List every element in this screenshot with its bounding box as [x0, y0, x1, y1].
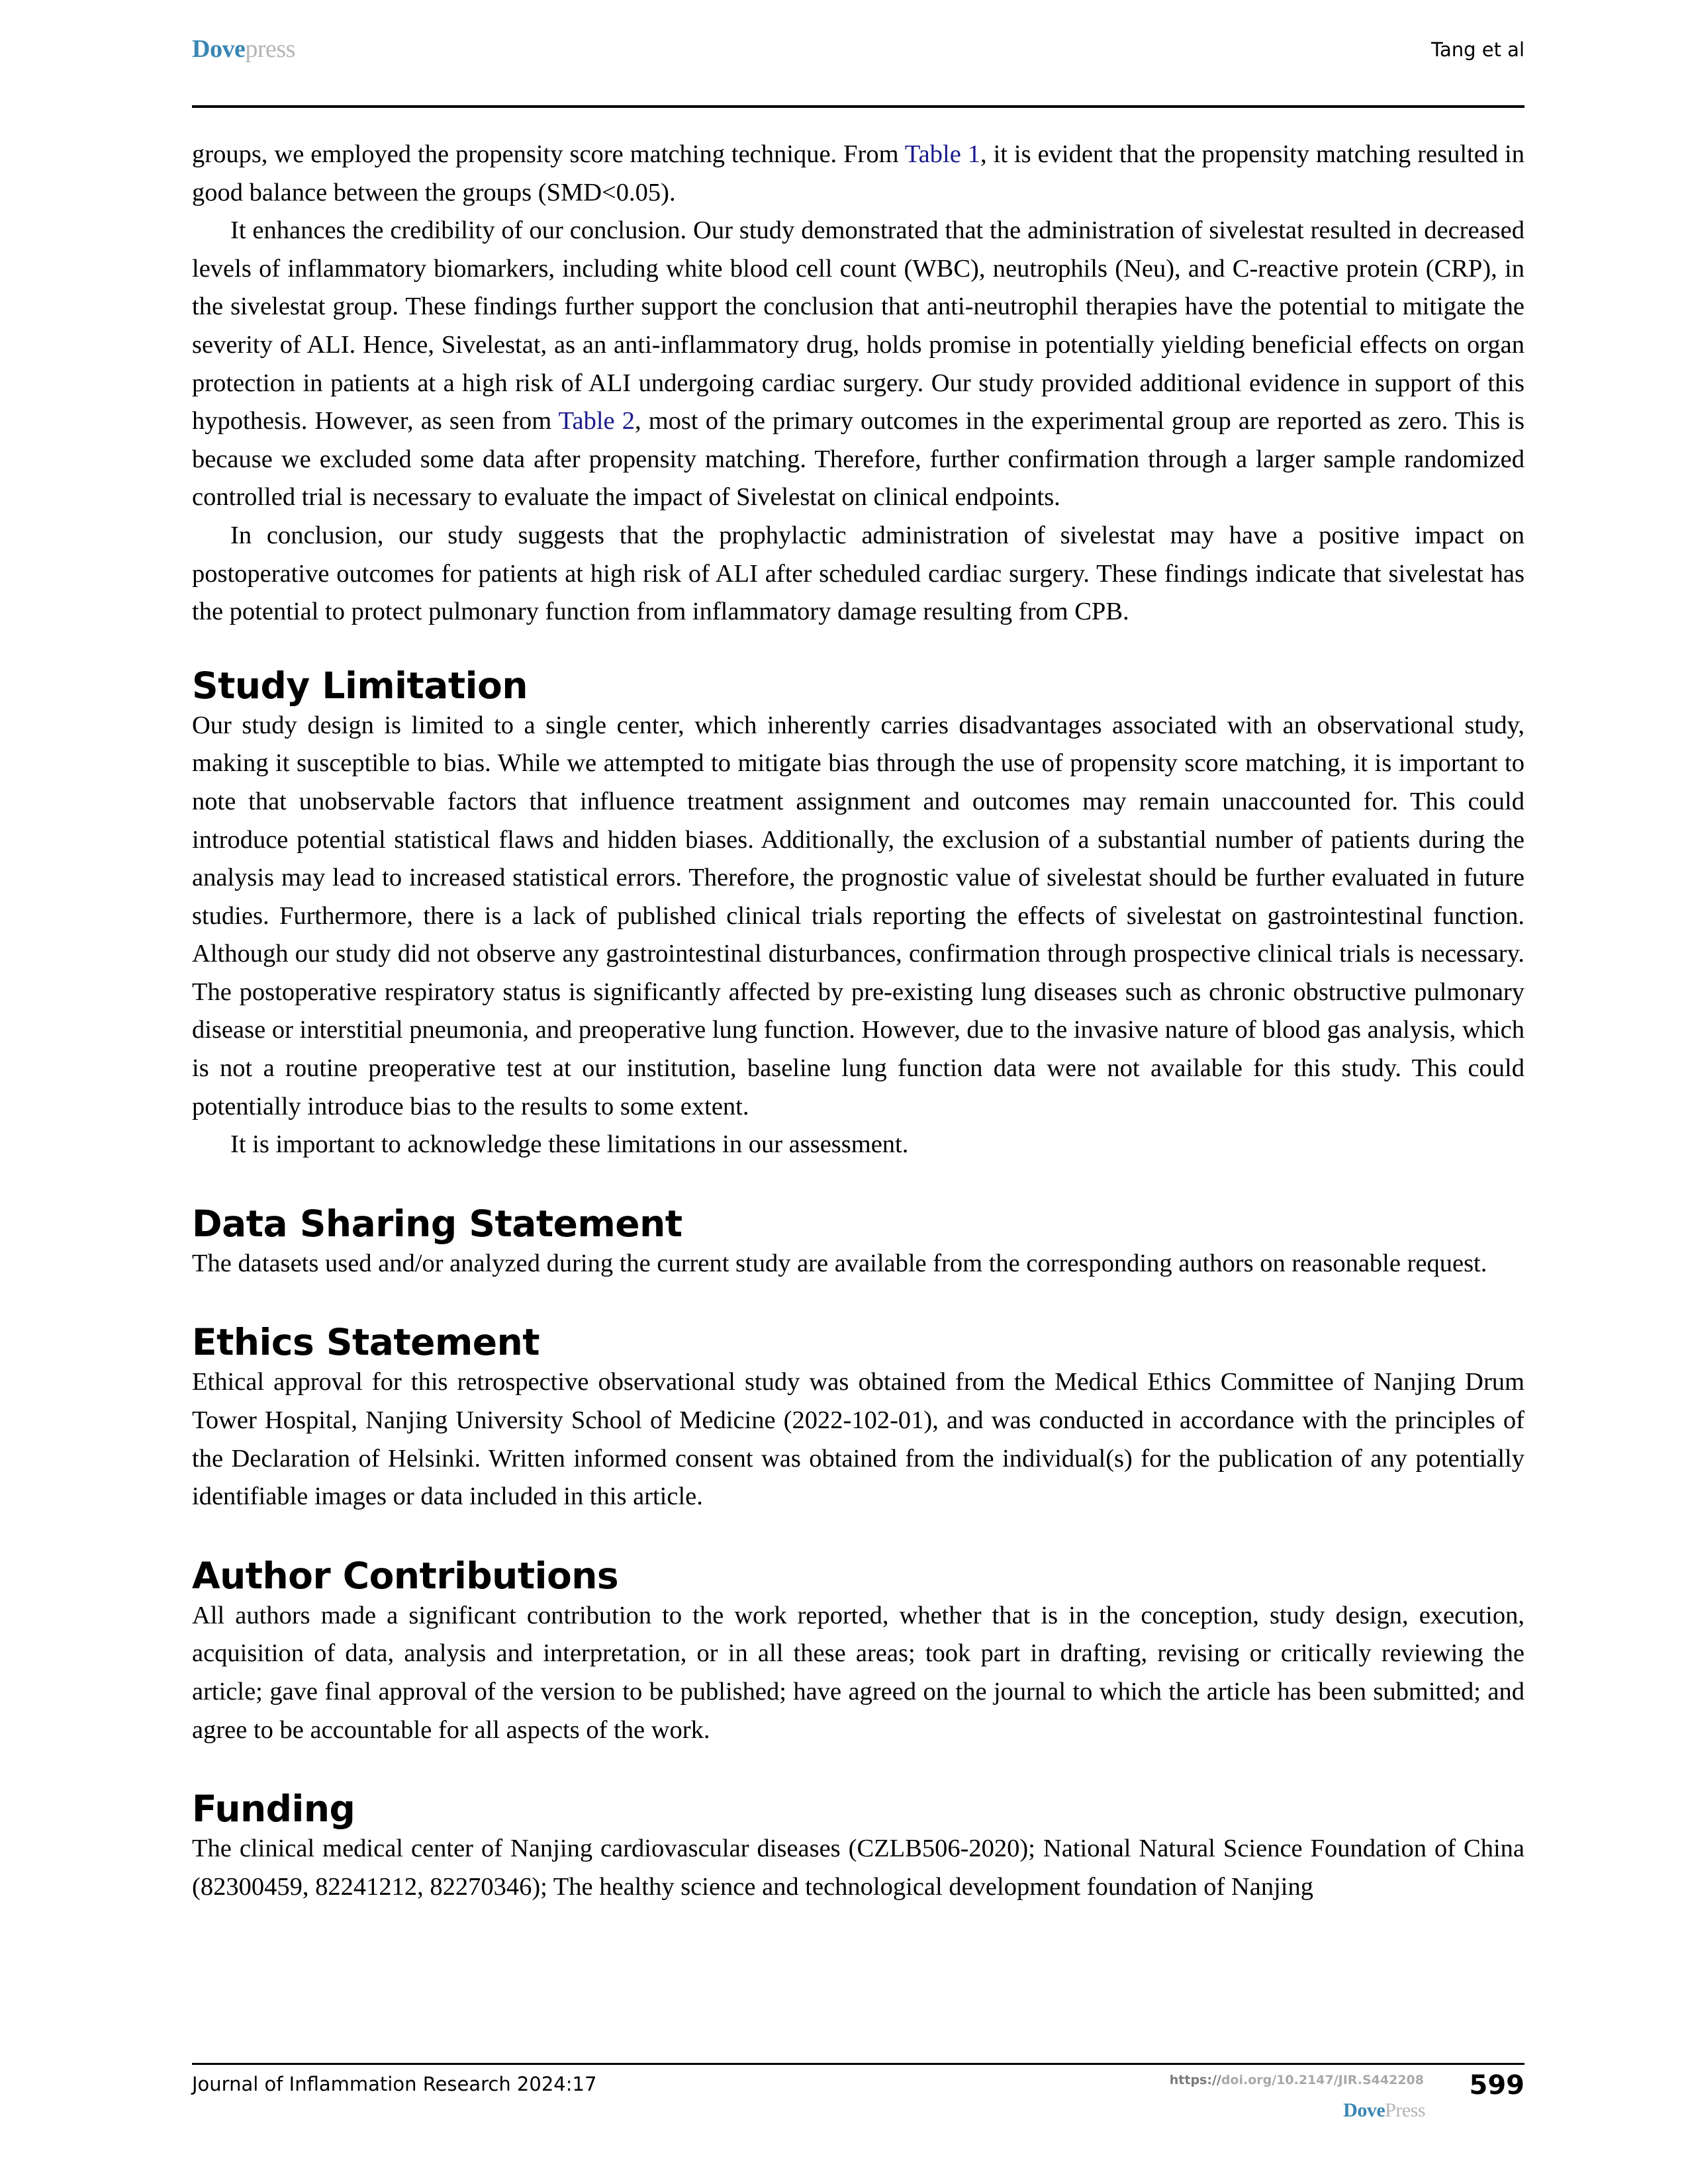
- dovepress-logo[interactable]: [192, 34, 295, 64]
- section-heading-author-contributions: Author Contributions: [192, 1554, 619, 1597]
- paragraph: The clinical medical center of Nanjing cardiovascular diseases (CZLB506-2020); National Natural Science Foundation of China (82300459, 82241212, 82270346); The healthy science and technological development foundation of Nanjing: [192, 1835, 1524, 1901]
- logo-press-text: press: [245, 35, 295, 63]
- paragraph: Our study design is limited to a single center, which inherently carries disadvantages associated with an observational study, making it susceptible to bias. While we attempted to mitigate bias through the use of propensity score matching, it is important to note that unobservable factors that influence treatment assignment and outcomes may remain unaccounted for. This could introduce potential statistical flaws and hidden biases. Additionally, the exclusion of a substantial number of patients during the analysis may lead to increased statistical errors. Therefore, the prognostic value of sivelestat should be further evaluated in future studies. Furthermore, there is a lack of published clinical trials reporting the effects of sivelestat on gastrointestinal function. Although our study did not observe any gastrointestinal disturbances, confirmation through prospective clinical trials is necessary. The postoperative respiratory status is significantly affected by pre-existing lung diseases such as chronic obstructive pulmonary disease or interstitial pneumonia, and preoperative lung function. However, due to the invasive nature of blood gas analysis, which is not a routine preoperative test at our institution, baseline lung function data were not available for this study. This could potentially introduce bias to the results to some extent.: [192, 711, 1524, 1120]
- text-run: , most of the primary outcomes in the experimental group are reported as zero. This is because we excluded some data after propensity matching. Therefore, further confirmation through a larger sample randomized controlled trial is necessary to evaluate the impact of Sivelestat on clinical endpoints.: [192, 407, 1524, 512]
- article-body: [192, 136, 1524, 1906]
- text-run: groups, we employed the propensity score matching technique. From: [192, 140, 905, 168]
- page-header: [192, 34, 1524, 109]
- table-1-link[interactable]: Table 1: [904, 140, 980, 168]
- section-heading-ethics: Ethics Statement: [192, 1321, 540, 1364]
- logo-dove-text: Dove: [1343, 2099, 1385, 2121]
- paragraph: In conclusion, our study suggests that the prophylactic administration of sivelestat may have a positive impact on postoperative outcomes for patients at high risk of ALI after scheduled cardiac surgery. These findings indicate that sivelestat has the potential to protect pulmonary function from inflammatory damage resulting from CPB.: [192, 521, 1524, 626]
- doi-link[interactable]: [1170, 2073, 1424, 2087]
- paragraph: [192, 212, 1524, 517]
- paragraph: It is important to acknowledge these limitations in our assessment.: [230, 1130, 909, 1159]
- journal-citation: Journal of Inflammation Research 2024:17: [192, 2073, 597, 2095]
- text-run: It enhances the credibility of our conclusion. Our study demonstrated that the administration of sivelestat resulted in decreased levels of inflammatory biomarkers, including white blood cell count (WBC), neutrophils (Neu), and C-reactive protein (CRP), in the sivelestat group. These findings further support the conclusion that anti-neutrophil therapies have the potential to mitigate the severity of ALI. Hence, Sivelestat, as an anti-inflammatory drug, holds promise in potentially yielding beneficial effects on organ protection in patients at a high risk of ALI undergoing cardiac surgery. Our study provided additional evidence in support of this hypothesis. However, as seen from: [192, 216, 1524, 435]
- paragraph: [192, 136, 1524, 212]
- paragraph: All authors made a significant contribution to the work reported, whether that is in the conception, study design, execution, acquisition of data, analysis and interpretation, or in all these areas; took part in drafting, revising or critically reviewing the article; gave final approval of the version to be published; have agreed on the journal to which the article has been submitted; and agree to be accountable for all aspects of the work.: [192, 1601, 1524, 1744]
- page-footer: [192, 2058, 1524, 2138]
- logo-press-text: Press: [1385, 2099, 1425, 2121]
- section-heading-funding: Funding: [192, 1788, 355, 1831]
- dovepress-footer-logo[interactable]: [1343, 2099, 1425, 2122]
- text-run: , it is evident that the propensity matching resulted in good balance between the groups (SMD<0.05).: [192, 140, 1525, 206]
- logo-dove-text: Dove: [192, 35, 246, 63]
- table-2-link[interactable]: Table 2: [558, 407, 635, 435]
- paragraph: Ethical approval for this retrospective observational study was obtained from the Medical Ethics Committee of Nanjing Drum Tower Hospital, Nanjing University School of Medicine (2022-102-01), and was conducted in accordance with the principles of the Declaration of Helsinki. Written informed consent was obtained from the individual(s) for the publication of any potentially identifiable images or data included in this article.: [192, 1368, 1524, 1511]
- doi-prefix: https://: [1169, 2073, 1221, 2087]
- header-divider: [192, 105, 1524, 108]
- paragraph: The datasets used and/or analyzed during the current study are available from the corresponding authors on reasonable request.: [192, 1249, 1487, 1277]
- doi-path: doi.org/10.2147/JIR.S442208: [1221, 2073, 1424, 2087]
- section-heading-study-limitation: Study Limitation: [192, 664, 528, 707]
- running-head: Tang et al: [1431, 38, 1524, 61]
- footer-divider: [192, 2063, 1524, 2065]
- section-heading-data-sharing: Data Sharing Statement: [192, 1202, 682, 1245]
- page-number: 599: [1469, 2070, 1524, 2101]
